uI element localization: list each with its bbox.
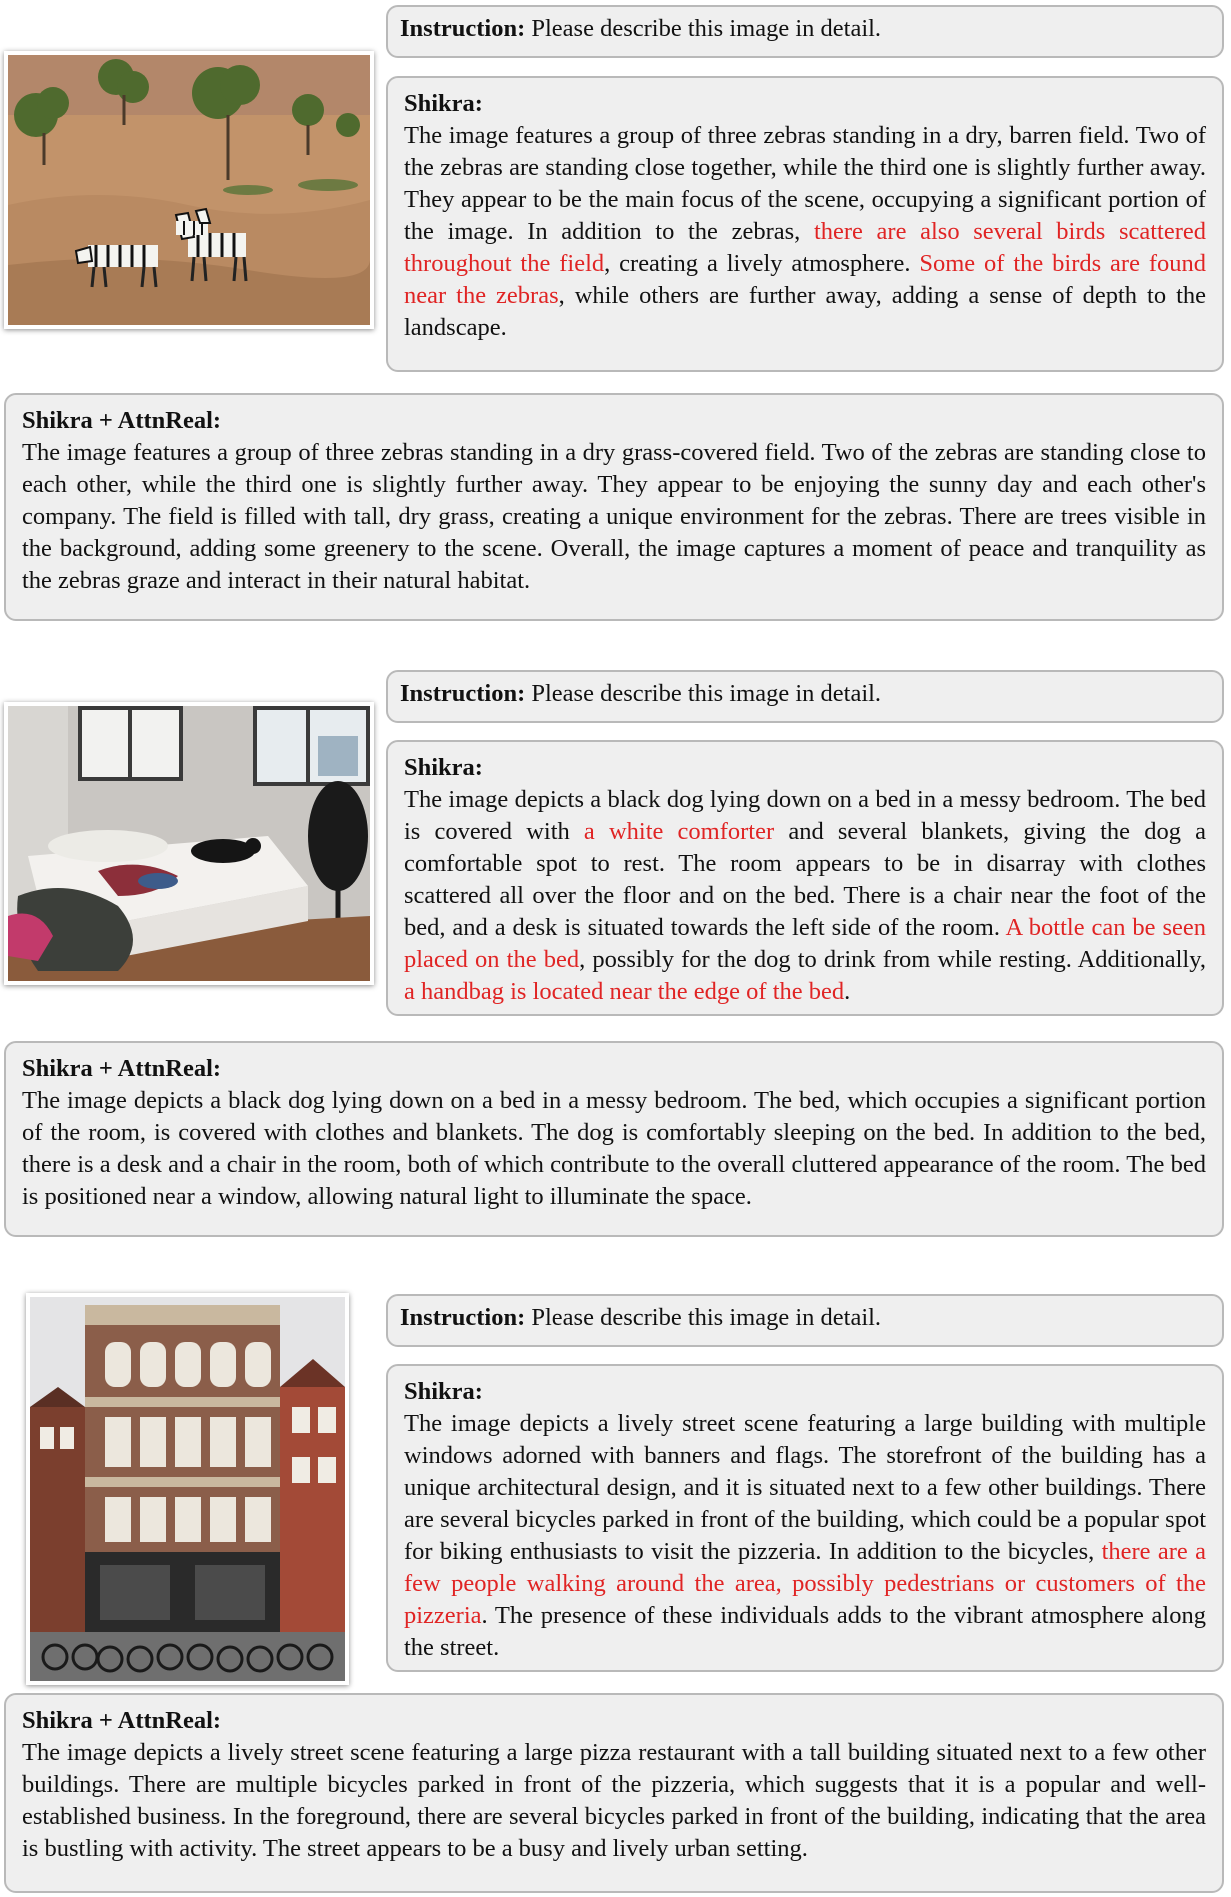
shikra-label: Shikra:: [404, 754, 483, 781]
text-segment: and several blankets, giving the dog a comfortable spot to rest. The room appears to be in disarray with clothes scattered all over the floor and on the bed. There is a chair near the foot of the bed, and a desk is situated towards the left side of the room.: [404, 818, 1206, 941]
text-segment: The image depicts a black dog lying down on a bed in a messy bedroom. The bed is covered with: [404, 786, 1206, 845]
text-segment: The image depicts a lively street scene featuring a large building with multiple windows adorned with banners and flags. The storefront of the building has a unique architectural design, and it is situated next to a few other buildings. There are several bicycles parked in front of the building, which could be a popular spot for biking enthusiasts to visit the pizzeria. In addition to the bicycles,: [404, 1410, 1206, 1565]
dog-shape: [191, 839, 255, 863]
shikra-text: [404, 786, 1206, 1005]
instruction-text: Please describe this image in detail.: [525, 15, 882, 42]
hallucination-highlight: a handbag is located near the edge of the bed: [404, 978, 845, 1005]
instruction-box-3: [386, 1294, 1224, 1347]
hallucination-highlight: Some of the birds are found near the zebras: [404, 250, 1207, 309]
building-scene: [30, 1297, 345, 1681]
instruction-label: Instruction:: [400, 1304, 526, 1331]
attnreal-text: The image depicts a lively street scene featuring a large pizza restaurant with a tall building situated next to a few other buildings. There are multiple bicycles parked in front of the pizzeria, which suggests that it is a popular and well-established business. In the foreground, there are several bicycles parked in front of the building, indicating that the area is bustling with activity. The street appears to be a busy and lively urban setting.: [22, 1739, 1206, 1862]
text-segment: The image features a group of three zebras standing in a dry, barren field. Two of the zebras are standing close together, while the third one is slightly further away. They appear to be the main focus of the scene, occupying a significant portion of the image. In addition to the zebras,: [404, 122, 1206, 245]
attnreal-box-2: [4, 1041, 1224, 1237]
attnreal-text: The image depicts a black dog lying down on a bed in a messy bedroom. The bed, which occupies a significant portion of the room, is covered with clothes and blankets. The dog is comfortably sleeping on the bed. In addition to the bed, there is a desk and a chair in the room, both of which contribute to the overall cluttered appearance of the room. The bed is positioned near a window, allowing natural light to illuminate the space.: [22, 1087, 1206, 1210]
zebra-scene: [8, 55, 370, 325]
text-segment: . The presence of these individuals adds to the vibrant atmosphere along the street.: [404, 1602, 1206, 1661]
bedroom-scene: [8, 706, 370, 981]
hallucination-highlight: a white comforter: [583, 818, 775, 845]
attnreal-text: The image features a group of three zebras standing in a dry grass-covered field. Two of the zebras are standing close to each other, while the third one is slightly further away. They appear to be enjoying the sunny day and each other's company. The field is filled with tall, dry grass, creating a unique environment for the zebras. There are trees visible in the background, adding some greenery to the scene. Overall, the image captures a moment of peace and tranquility as the zebras graze and interact in their natural habitat.: [22, 439, 1206, 594]
shikra-box-2: [386, 740, 1224, 1016]
instruction-label: Instruction:: [400, 680, 526, 707]
building-photo: [26, 1293, 349, 1685]
attnreal-label: Shikra + AttnReal:: [22, 407, 222, 434]
bedroom-photo: [4, 702, 374, 985]
text-segment: , while others are further away, adding a sense of depth to the landscape.: [404, 282, 1206, 341]
text-segment: , possibly for the dog to drink from while resting. Additionally,: [579, 946, 1206, 973]
instruction-text: Please describe this image in detail.: [525, 1304, 882, 1331]
text-segment: .: [844, 978, 851, 1005]
hallucination-highlight: there are a few people walking around the area, possibly pedestrians or customers of the pizzeria: [404, 1538, 1206, 1629]
text-segment: , creating a lively atmosphere.: [604, 250, 920, 277]
shikra-label: Shikra:: [404, 1378, 483, 1405]
shikra-label: Shikra:: [404, 90, 483, 117]
instruction-box-2: [386, 670, 1224, 723]
shikra-text: [404, 1410, 1206, 1661]
shikra-box-3: [386, 1364, 1224, 1672]
shikra-box-1: [386, 76, 1224, 372]
attnreal-box-3: [4, 1693, 1224, 1893]
instruction-box-1: [386, 5, 1224, 58]
hallucination-highlight: there are also several birds scattered throughout the field: [404, 218, 1207, 277]
attnreal-label: Shikra + AttnReal:: [22, 1707, 222, 1734]
attnreal-box-1: [4, 393, 1224, 621]
instruction-text: Please describe this image in detail.: [525, 680, 882, 707]
hallucination-highlight: A bottle can be seen placed on the bed: [404, 914, 1206, 973]
instruction-label: Instruction:: [400, 15, 526, 42]
attnreal-label: Shikra + AttnReal:: [22, 1055, 222, 1082]
zebra-photo: [4, 51, 374, 329]
shikra-text: [404, 122, 1206, 341]
